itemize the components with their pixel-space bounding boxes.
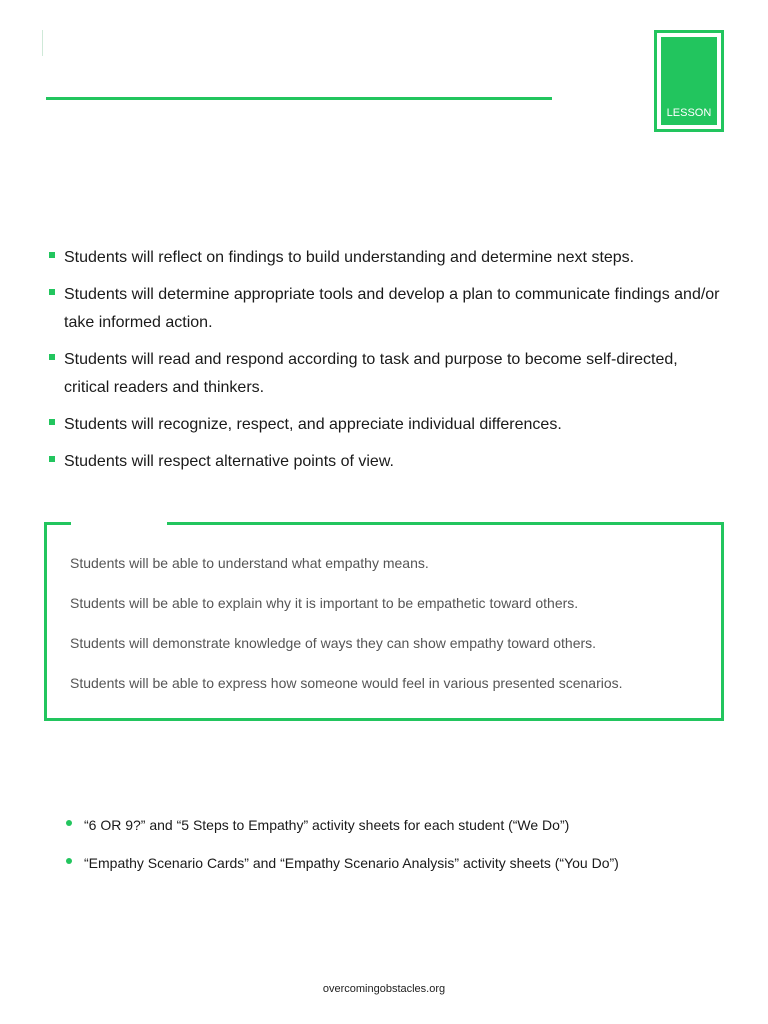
square-bullet-icon — [49, 289, 55, 295]
standard-text: Students will determine appropriate tools and develop a plan to communicate findings and/or take informed action. — [64, 286, 720, 331]
material-item — [64, 852, 619, 874]
square-bullet-icon — [49, 354, 55, 360]
objective-item: Students will be able to express how someone would feel in various presented scenarios. — [70, 675, 623, 691]
footer-site: overcomingobstacles.org — [322, 983, 446, 995]
materials-list — [64, 814, 619, 890]
standard-text: Students will read and respond according to task and purpose to become self-directed, critical readers and thinkers. — [64, 351, 678, 396]
standard-item — [46, 281, 726, 337]
standard-item — [46, 346, 726, 402]
material-text: “Empathy Scenario Cards” and “Empathy Scenario Analysis” activity sheets (“You Do”) — [84, 855, 619, 871]
square-bullet-icon — [49, 252, 55, 258]
standard-item — [46, 448, 726, 476]
header-mark — [42, 30, 43, 56]
square-bullet-icon — [49, 419, 55, 425]
standard-text: Students will recognize, respect, and appreciate individual differences. — [64, 416, 562, 433]
objectives-box-heading-gap — [71, 522, 167, 525]
objectives-list — [70, 553, 623, 713]
lesson-badge — [654, 30, 724, 132]
material-item — [64, 814, 619, 836]
standard-text: Students will respect alternative points of view. — [64, 453, 394, 470]
title-underline — [46, 97, 552, 100]
lesson-label: LESSON — [666, 107, 712, 119]
objectives-box — [44, 522, 724, 721]
standard-text: Students will reflect on findings to build understanding and determine next steps. — [64, 249, 635, 266]
objective-item: Students will be able to explain why it is important to be empathetic toward others. — [70, 595, 579, 611]
material-text: “6 OR 9?” and “5 Steps to Empathy” activity sheets for each student (“We Do”) — [84, 817, 570, 833]
objective-item: Students will be able to understand what empathy means. — [70, 555, 429, 571]
lesson-badge-fill — [661, 37, 717, 125]
standard-item — [46, 411, 726, 439]
round-bullet-icon — [66, 858, 72, 864]
objective-item: Students will demonstrate knowledge of ways they can show empathy toward others. — [70, 635, 597, 651]
standard-item — [46, 244, 726, 272]
round-bullet-icon — [66, 820, 72, 826]
standards-list — [46, 244, 726, 485]
square-bullet-icon — [49, 456, 55, 462]
